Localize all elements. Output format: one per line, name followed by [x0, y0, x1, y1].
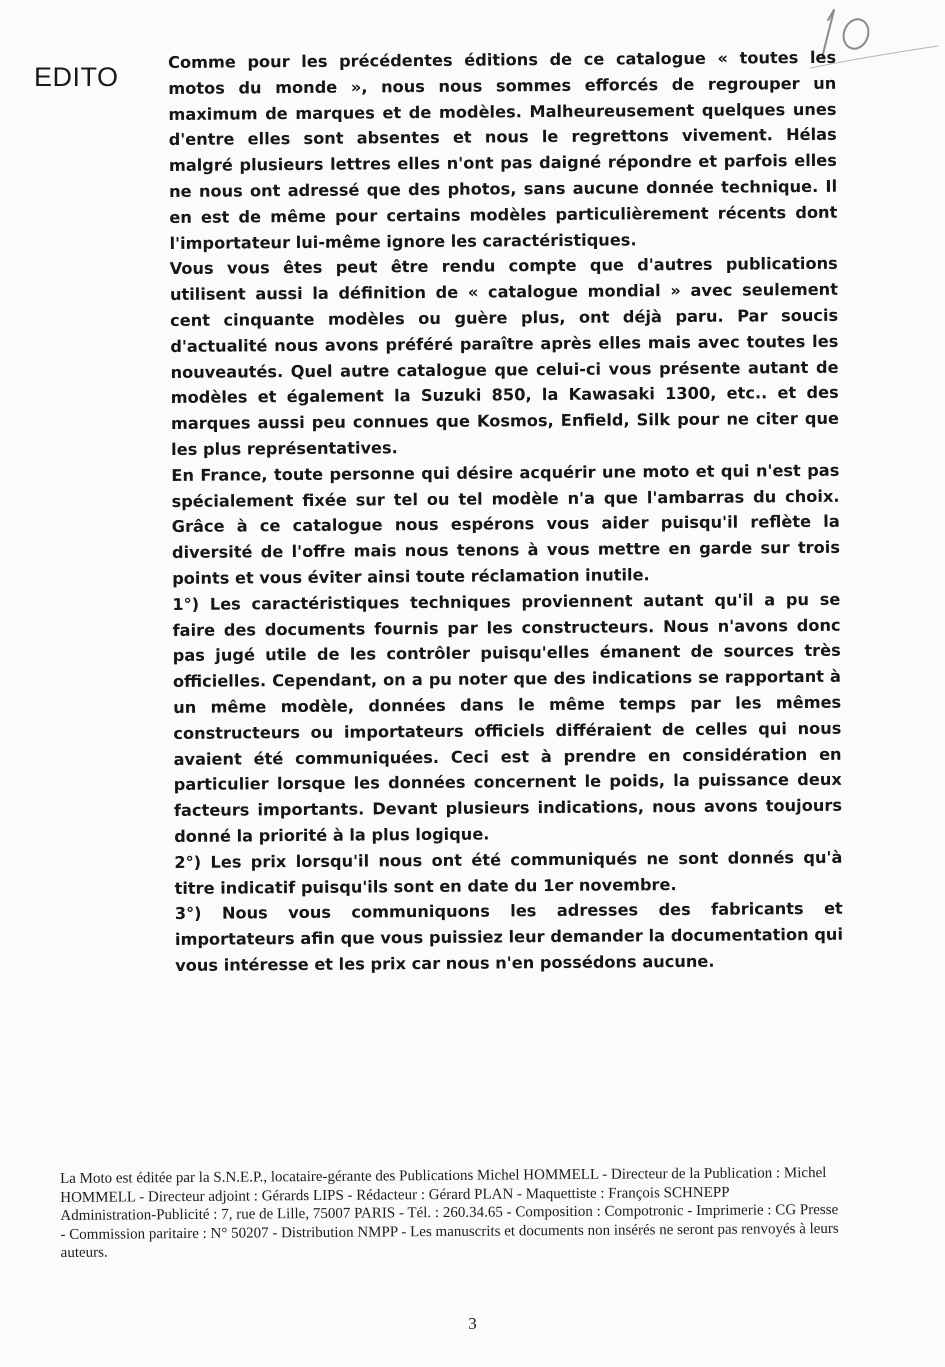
colophon [60, 1164, 841, 1263]
editorial-paragraph: Vous vous êtes peut être rendu compte que d'autres publications utilisent aussi la définition de « catalogue mondial » avec seulement cent cinquante modèles ou guère plus, ont déjà paru. Par soucis d'actualité nous avons préféré paraître après elles mais avec toutes les nouveautés. Quel autre catalogue que celui-ci vous présente autant de modèles et également la Suzuki 850, la Kawasaki 1300, etc.. et des marques aussi peu connues que Kosmos, Enfield, Silk pour ne citer que les plus représentatives. [169, 254, 839, 459]
editorial-body [168, 45, 843, 979]
section-label: EDITO [34, 62, 119, 92]
page-number: 3 [468, 1314, 477, 1333]
colophon-address: Administration-Publicité : 7, rue de Lille, 75007 PARIS - Tél. : 260.34.65 - Composition : Compotronic - Imprimerie : CG Presse - Commission paritaire : N° 50207 - Distribution NMPP - Les manuscrits et documents non insérés ne seront pas renvoyés à leurs auteurs. [60, 1202, 839, 1262]
editorial-point-1: 1°) Les caractéristiques techniques proviennent autant qu'il a pu se faire des documents fournis par les constructeurs. Nous n'avons donc pas jugé utile de les contrôler puisqu'elles émanent de sources très officielles. Cependant, on a pu noter que des indications se rapportant à un même modèle, données dans le même temps par les mêmes constructeurs ou importateurs officiels différaient de celles qui nous avaient été communiquées. Ceci est à prendre en considération en particulier lorsque les données concernent le poids, la puissance deux facteurs importants. Devant plusieurs indications, nous avons toujours donné la priorité à la plus logique. [172, 589, 843, 846]
colophon-credits: La Moto est éditée par la S.N.E.P., locataire-gérante des Publications Michel HOMMELL - Directeur de la Publication : Michel HOMMELL - Directeur adjoint : Gérards LIPS - Rédacteur : Gérard PLAN - Maquettiste : François SCHNEPP [60, 1164, 827, 1206]
editorial-point-2: 2°) Les prix lorsqu'il nous ont été communiqués ne sont donnés qu'à titre indicatif puisqu'ils sont en date du 1er novembre. [174, 847, 843, 898]
editorial-paragraph: En France, toute personne qui désire acquérir une moto et qui n'est pas spécialement fixée sur tel ou tel modèle n'a que l'ambarras du choix. Grâce à ce catalogue nous espérons vous aider puisqu'il reflète la diversité de l'offre mais nous tenons à vous mettre en garde sur trois points et vous éviter ainsi toute réclamation inutile. [171, 460, 841, 588]
editorial-point-3: 3°) Nous vous communiquons les adresses des fabricants et importateurs afin que vous puissiez leur demander la documentation qui vous intéresse et les prix car nous n'en possédons aucune. [174, 899, 844, 975]
editorial-paragraph: Comme pour les précédentes éditions de ce catalogue « toutes les motos du monde », nous nous sommes efforcés de regrouper un maximum de marques et de modèles. Malheureusement quelques unes d'entre elles sont absentes et nous le regrettons vivement. Hélas malgré plusieurs lettres elles n'ont pas daigné répondre et parfois elles ne nous ont adressé que des photos, sans aucune donnée technique. Il en est de même pour certains modèles particulièrement récents dont l'importateur lui-même ignore les caractéristiques. [168, 47, 838, 253]
